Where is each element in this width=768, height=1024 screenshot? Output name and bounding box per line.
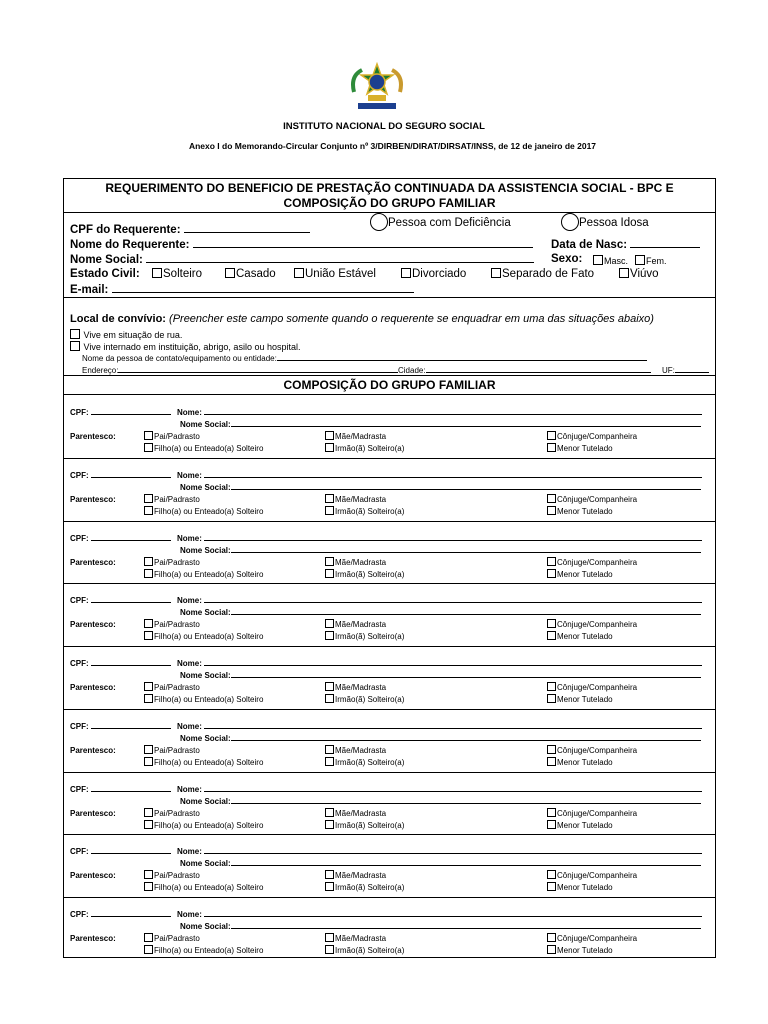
parentesco-irmao-option[interactable]: Irmão(ã) Solteiro(a) (325, 506, 404, 516)
member-nome-social-field[interactable]: Nome Social: (180, 419, 701, 429)
checkbox-icon (144, 494, 153, 503)
checkbox-icon (325, 757, 334, 766)
parentesco-conjuge-option[interactable]: Cônjuge/Companheira (547, 431, 637, 441)
parentesco-menor-tutelado-option[interactable]: Menor Tutelado (547, 443, 613, 453)
member-nome-field[interactable]: Nome: (177, 595, 702, 605)
checkbox-icon (325, 431, 334, 440)
parentesco-mae-option[interactable]: Mãe/Madrasta (325, 682, 386, 692)
member-cpf-field[interactable]: CPF: (70, 784, 171, 794)
checkbox-icon (144, 757, 153, 766)
checkbox-icon (325, 820, 334, 829)
member-block (64, 648, 715, 710)
parentesco-menor-tutelado-option[interactable]: Menor Tutelado (547, 631, 613, 641)
member-nome-field[interactable]: Nome: (177, 533, 702, 543)
bpc-form (63, 178, 716, 958)
uf-field[interactable]: UF: (662, 365, 709, 375)
member-nome-field[interactable]: Nome: (177, 470, 702, 480)
institution-name: INSTITUTO NACIONAL DO SEGURO SOCIAL (283, 121, 485, 132)
parentesco-conjuge-option[interactable]: Cônjuge/Companheira (547, 557, 637, 567)
checkbox-icon (144, 569, 153, 578)
member-nome-social-field[interactable]: Nome Social: (180, 670, 701, 680)
parentesco-filho-option[interactable]: Filho(a) ou Enteado(a) Solteiro (144, 820, 263, 830)
checkbox-icon (547, 506, 556, 515)
checkbox-icon (325, 808, 334, 817)
nome-requerente-field[interactable]: Nome do Requerente: (70, 238, 533, 251)
form-title: REQUERIMENTO DO BENEFICIO DE PRESTAÇÃO CONTINUADA DA ASSISTENCIA SOCIAL - BPC E COMPOSIÇÃO DO GRUPO FAMILIAR (105, 181, 674, 210)
checkbox-icon (401, 268, 411, 278)
composicao-title: COMPOSIÇÃO DO GRUPO FAMILIAR (283, 378, 496, 392)
checkbox-icon (547, 631, 556, 640)
member-nome-field[interactable]: Nome: (177, 721, 702, 731)
endereco-field[interactable]: Endereço: (82, 365, 398, 375)
checkbox-icon (144, 619, 153, 628)
checkbox-icon (144, 820, 153, 829)
checkbox-icon (547, 882, 556, 891)
data-nascimento-field[interactable]: Data de Nasc: (551, 238, 700, 251)
parentesco-conjuge-option[interactable]: Cônjuge/Companheira (547, 933, 637, 943)
parentesco-pai-option[interactable]: Pai/Padrasto (144, 808, 200, 818)
parentesco-menor-tutelado-option[interactable]: Menor Tutelado (547, 506, 613, 516)
parentesco-conjuge-option[interactable]: Cônjuge/Companheira (547, 745, 637, 755)
divider (64, 394, 715, 395)
checkbox-icon (547, 431, 556, 440)
member-block (64, 585, 715, 647)
checkbox-icon (547, 494, 556, 503)
parentesco-irmao-option[interactable]: Irmão(ã) Solteiro(a) (325, 694, 404, 704)
checkbox-icon (547, 870, 556, 879)
checkbox-icon (547, 745, 556, 754)
checkbox-icon (325, 619, 334, 628)
member-divider (64, 834, 715, 835)
sexo-field: Sexo: (551, 253, 583, 265)
parentesco-mae-option[interactable]: Mãe/Madrasta (325, 619, 386, 629)
checkbox-icon (144, 431, 153, 440)
checkbox-icon (547, 569, 556, 578)
brazil-coat-of-arms-icon (348, 62, 406, 112)
member-parentesco-label: Parentesco: (70, 683, 116, 692)
parentesco-mae-option[interactable]: Mãe/Madrasta (325, 557, 386, 567)
pessoa-com-deficiencia-option[interactable]: Pessoa com Deficiência (370, 213, 511, 231)
member-nome-social-field[interactable]: Nome Social: (180, 796, 701, 806)
parentesco-irmao-option[interactable]: Irmão(ã) Solteiro(a) (325, 945, 404, 955)
contato-field[interactable]: Nome da pessoa de contato/equipamento ou entidade: (82, 353, 647, 363)
parentesco-filho-option[interactable]: Filho(a) ou Enteado(a) Solteiro (144, 443, 263, 453)
member-nome-field[interactable]: Nome: (177, 658, 702, 668)
member-nome-field[interactable]: Nome: (177, 909, 702, 919)
checkbox-icon (325, 557, 334, 566)
checkbox-icon (325, 494, 334, 503)
estado-civil-uniao-estavel[interactable]: União Estável (294, 268, 376, 280)
checkbox-icon (144, 882, 153, 891)
checkbox-icon (491, 268, 501, 278)
checkbox-icon (547, 694, 556, 703)
checkbox-icon (547, 808, 556, 817)
checkbox-icon (144, 682, 153, 691)
parentesco-mae-option[interactable]: Mãe/Madrasta (325, 431, 386, 441)
parentesco-irmao-option[interactable]: Irmão(ã) Solteiro(a) (325, 757, 404, 767)
parentesco-filho-option[interactable]: Filho(a) ou Enteado(a) Solteiro (144, 631, 263, 641)
member-parentesco-label: Parentesco: (70, 432, 116, 441)
checkbox-icon (325, 682, 334, 691)
member-cpf-field[interactable]: CPF: (70, 595, 171, 605)
checkbox-icon (70, 329, 80, 339)
checkbox-icon (547, 619, 556, 628)
checkbox-icon (70, 341, 80, 351)
parentesco-filho-option[interactable]: Filho(a) ou Enteado(a) Solteiro (144, 945, 263, 955)
parentesco-irmao-option[interactable]: Irmão(ã) Solteiro(a) (325, 569, 404, 579)
member-nome-social-field[interactable]: Nome Social: (180, 733, 701, 743)
member-block (64, 774, 715, 836)
member-nome-social-field[interactable]: Nome Social: (180, 921, 701, 931)
parentesco-mae-option[interactable]: Mãe/Madrasta (325, 494, 386, 504)
local-rua-option[interactable]: Vive em situação de rua. (70, 329, 182, 340)
parentesco-menor-tutelado-option[interactable]: Menor Tutelado (547, 569, 613, 579)
member-parentesco-label: Parentesco: (70, 808, 116, 818)
parentesco-menor-tutelado-option[interactable]: Menor Tutelado (547, 882, 613, 892)
checkbox-icon (144, 945, 153, 954)
radio-circle-icon (561, 213, 579, 231)
parentesco-pai-option[interactable]: Pai/Padrasto (144, 870, 200, 880)
checkbox-icon (593, 255, 603, 265)
parentesco-mae-option[interactable]: Mãe/Madrasta (325, 808, 386, 818)
member-cpf-field[interactable]: CPF: (70, 470, 171, 480)
member-divider (64, 772, 715, 773)
parentesco-conjuge-option[interactable]: Cônjuge/Companheira (547, 682, 637, 692)
estado-civil-viuvo[interactable]: Viúvo (619, 268, 659, 280)
checkbox-icon (144, 745, 153, 754)
radio-circle-icon (370, 213, 388, 231)
checkbox-icon (547, 933, 556, 942)
parentesco-irmao-option[interactable]: Irmão(ã) Solteiro(a) (325, 631, 404, 641)
member-nome-social-field[interactable]: Nome Social: (180, 858, 701, 868)
annex-reference: Anexo I do Memorando-Circular Conjunto nº 3/DIRBEN/DIRAT/DIRSAT/INSS, de 12 de janeiro de 2017 (188, 141, 597, 151)
member-cpf-field[interactable]: CPF: (70, 721, 171, 731)
checkbox-icon (619, 268, 629, 278)
parentesco-mae-option[interactable]: Mãe/Madrasta (325, 933, 386, 943)
parentesco-filho-option[interactable]: Filho(a) ou Enteado(a) Solteiro (144, 757, 263, 767)
checkbox-icon (325, 933, 334, 942)
parentesco-menor-tutelado-option[interactable]: Menor Tutelado (547, 694, 613, 704)
member-block (64, 460, 715, 522)
local-instituicao-option[interactable]: Vive internado em instituição, abrigo, asilo ou hospital. (70, 341, 300, 352)
checkbox-icon (547, 443, 556, 452)
checkbox-icon (325, 882, 334, 891)
member-parentesco-label: Parentesco: (70, 745, 116, 755)
checkbox-icon (635, 255, 645, 265)
member-parentesco-label: Parentesco: (70, 871, 116, 881)
member-nome-field[interactable]: Nome: (177, 846, 702, 856)
member-parentesco-label: Parentesco: (70, 494, 116, 504)
checkbox-icon (325, 945, 334, 954)
checkbox-icon (144, 631, 153, 640)
parentesco-pai-option[interactable]: Pai/Padrasto (144, 431, 200, 441)
estado-civil-casado[interactable]: Casado (225, 268, 276, 280)
member-divider (64, 521, 715, 522)
member-block (64, 711, 715, 773)
parentesco-pai-option[interactable]: Pai/Padrasto (144, 494, 200, 504)
local-convivio-heading: Local de convívio: (Preencher este campo somente quando o requerente se enquadrar em uma das situações abaixo) (70, 313, 654, 325)
checkbox-icon (547, 682, 556, 691)
parentesco-conjuge-option[interactable]: Cônjuge/Companheira (547, 808, 637, 818)
parentesco-pai-option[interactable]: Pai/Padrasto (144, 682, 200, 692)
checkbox-icon (152, 268, 162, 278)
member-block (64, 836, 715, 898)
checkbox-icon (144, 557, 153, 566)
member-cpf-field[interactable]: CPF: (70, 846, 171, 856)
member-block (64, 523, 715, 585)
parentesco-pai-option[interactable]: Pai/Padrasto (144, 619, 200, 629)
parentesco-mae-option[interactable]: Mãe/Madrasta (325, 745, 386, 755)
member-divider (64, 646, 715, 647)
checkbox-icon (325, 569, 334, 578)
divider (64, 375, 715, 376)
member-divider (64, 897, 715, 898)
checkbox-icon (144, 808, 153, 817)
estado-civil-separado[interactable]: Separado de Fato (491, 268, 594, 280)
checkbox-icon (325, 631, 334, 640)
member-block (64, 899, 715, 961)
checkbox-icon (144, 933, 153, 942)
sexo-fem-option[interactable]: Fem. (635, 255, 667, 266)
estado-civil-label: Estado Civil: (70, 268, 140, 280)
member-cpf-field[interactable]: CPF: (70, 407, 171, 417)
parentesco-menor-tutelado-option[interactable]: Menor Tutelado (547, 945, 613, 955)
checkbox-icon (144, 506, 153, 515)
parentesco-pai-option[interactable]: Pai/Padrasto (144, 745, 200, 755)
checkbox-icon (547, 945, 556, 954)
parentesco-irmao-option[interactable]: Irmão(ã) Solteiro(a) (325, 820, 404, 830)
parentesco-filho-option[interactable]: Filho(a) ou Enteado(a) Solteiro (144, 694, 263, 704)
parentesco-filho-option[interactable]: Filho(a) ou Enteado(a) Solteiro (144, 882, 263, 892)
checkbox-icon (144, 870, 153, 879)
cpf-requerente-field[interactable]: CPF do Requerente: (70, 223, 310, 236)
nome-social-field[interactable]: Nome Social: (70, 253, 534, 266)
sexo-masc-option[interactable]: Masc. (593, 255, 628, 266)
member-divider (64, 458, 715, 459)
estado-civil-solteiro[interactable]: Solteiro (152, 268, 202, 280)
member-nome-social-field[interactable]: Nome Social: (180, 607, 701, 617)
parentesco-mae-option[interactable]: Mãe/Madrasta (325, 870, 386, 880)
checkbox-icon (144, 443, 153, 452)
member-parentesco-label: Parentesco: (70, 557, 116, 567)
checkbox-icon (547, 820, 556, 829)
checkbox-icon (547, 557, 556, 566)
parentesco-filho-option[interactable]: Filho(a) ou Enteado(a) Solteiro (144, 569, 263, 579)
checkbox-icon (325, 443, 334, 452)
member-divider (64, 583, 715, 584)
checkbox-icon (325, 745, 334, 754)
member-nome-social-field[interactable]: Nome Social: (180, 545, 701, 555)
member-cpf-field[interactable]: CPF: (70, 909, 171, 919)
pessoa-idosa-option[interactable]: Pessoa Idosa (561, 213, 649, 231)
member-block (64, 397, 715, 459)
checkbox-icon (325, 506, 334, 515)
checkbox-icon (547, 757, 556, 766)
parentesco-irmao-option[interactable]: Irmão(ã) Solteiro(a) (325, 443, 404, 453)
member-nome-field[interactable]: Nome: (177, 407, 702, 417)
checkbox-icon (325, 694, 334, 703)
parentesco-pai-option[interactable]: Pai/Padrasto (144, 557, 200, 567)
member-cpf-field[interactable]: CPF: (70, 658, 171, 668)
member-divider (64, 709, 715, 710)
parentesco-irmao-option[interactable]: Irmão(ã) Solteiro(a) (325, 882, 404, 892)
email-field[interactable]: E-mail: (70, 283, 414, 296)
checkbox-icon (225, 268, 235, 278)
member-cpf-field[interactable]: CPF: (70, 533, 171, 543)
parentesco-menor-tutelado-option[interactable]: Menor Tutelado (547, 820, 613, 830)
checkbox-icon (294, 268, 304, 278)
parentesco-conjuge-option[interactable]: Cônjuge/Companheira (547, 870, 637, 880)
member-nome-field[interactable]: Nome: (177, 784, 702, 794)
checkbox-icon (325, 870, 334, 879)
parentesco-pai-option[interactable]: Pai/Padrasto (144, 933, 200, 943)
parentesco-conjuge-option[interactable]: Cônjuge/Companheira (547, 619, 637, 629)
member-parentesco-label: Parentesco: (70, 620, 116, 630)
cidade-field[interactable]: Cidade: (398, 365, 651, 375)
parentesco-menor-tutelado-option[interactable]: Menor Tutelado (547, 757, 613, 767)
member-nome-social-field[interactable]: Nome Social: (180, 482, 701, 492)
divider (64, 297, 715, 298)
parentesco-conjuge-option[interactable]: Cônjuge/Companheira (547, 494, 637, 504)
estado-civil-divorciado[interactable]: Divorciado (401, 268, 466, 280)
member-parentesco-label: Parentesco: (70, 934, 116, 943)
checkbox-icon (144, 694, 153, 703)
parentesco-filho-option[interactable]: Filho(a) ou Enteado(a) Solteiro (144, 506, 263, 516)
